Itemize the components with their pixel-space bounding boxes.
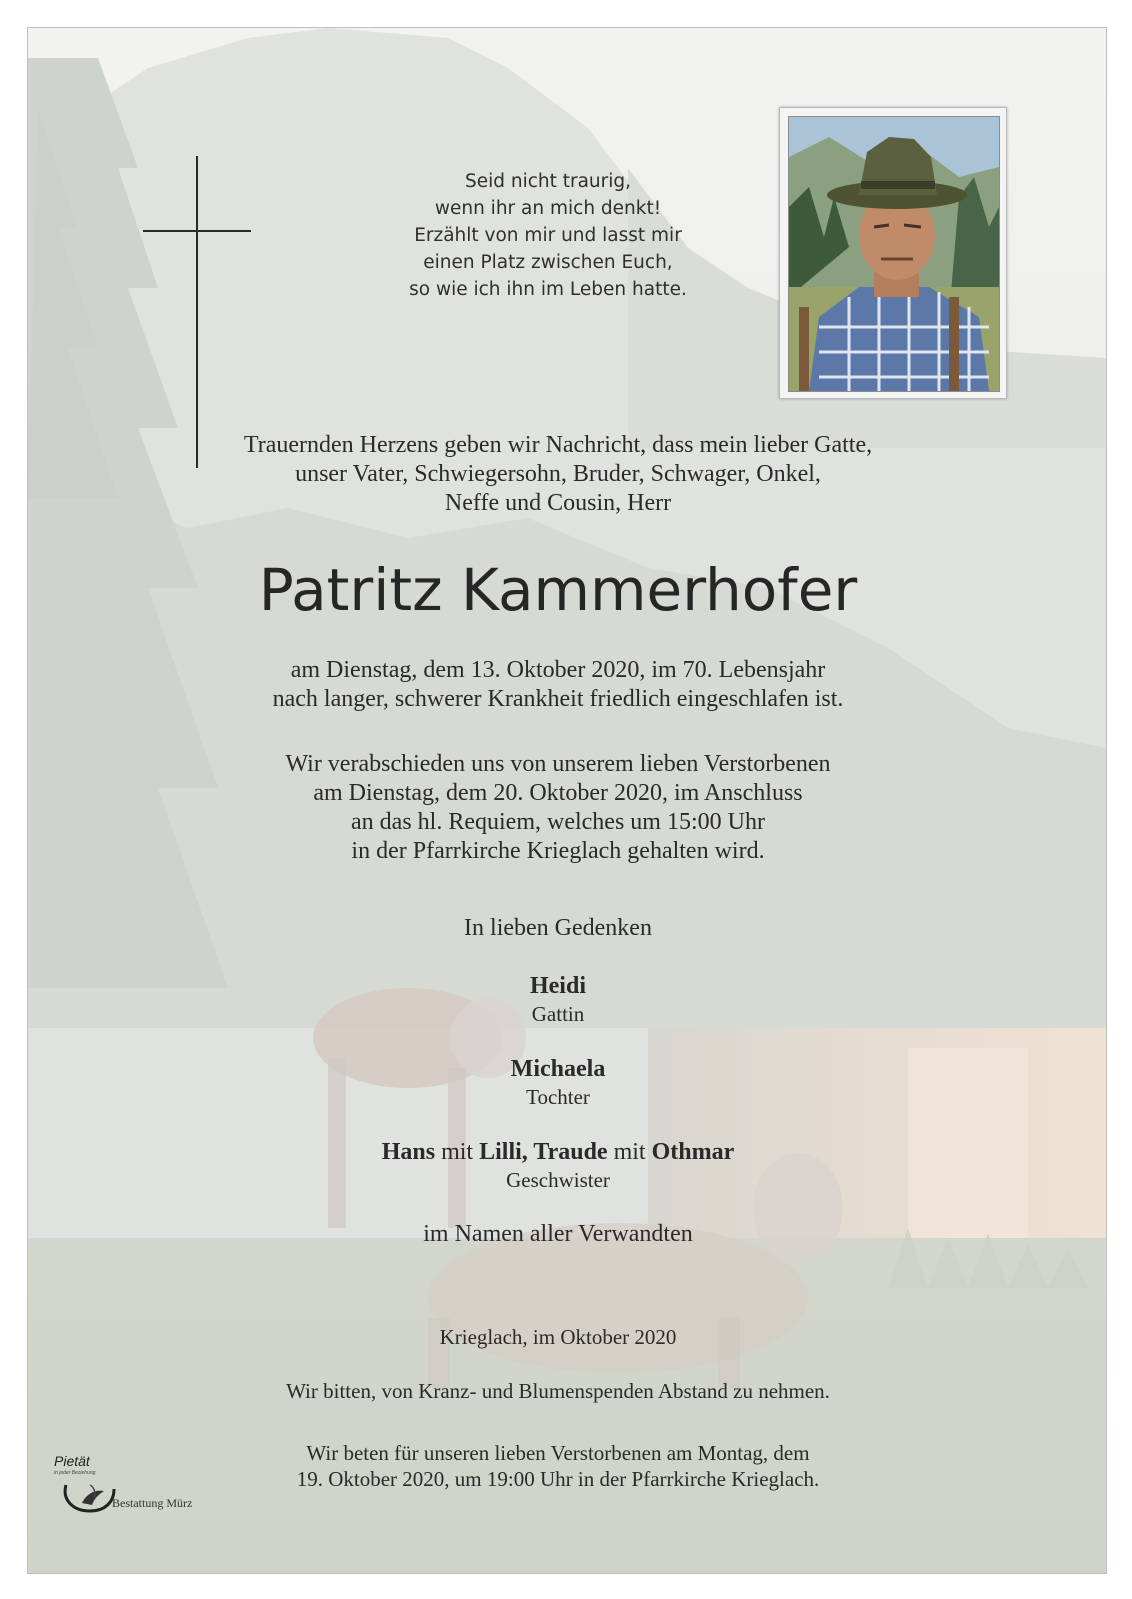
deceased-name: Patritz Kammerhofer bbox=[258, 556, 858, 624]
death-notice-line: nach langer, schwerer Krankheit friedlich eingeschlafen ist. bbox=[272, 686, 844, 712]
funeral-line: am Dienstag, dem 20. Oktober 2020, im Anschluss bbox=[313, 780, 803, 806]
logo-tagline: in jeder Beziehung bbox=[54, 1470, 96, 1476]
memory-heading bbox=[158, 914, 958, 943]
mourner-relation: Tochter bbox=[526, 1085, 590, 1109]
funeral-line: in der Pfarrkirche Krieglach gehalten wird. bbox=[351, 838, 765, 864]
sibling-name: Lilli, Traude bbox=[479, 1139, 608, 1165]
death-notice bbox=[158, 656, 958, 714]
quote-line: so wie ich ihn im Leben hatte. bbox=[409, 279, 687, 300]
funeral-home-logo bbox=[54, 1453, 224, 1523]
intro-line: unser Vater, Schwiegersohn, Bruder, Schwager, Onkel, bbox=[295, 461, 821, 487]
sibling-connector: mit bbox=[435, 1139, 480, 1165]
place-date bbox=[158, 1324, 958, 1350]
funeral-info bbox=[158, 750, 958, 866]
relatives-line bbox=[158, 1220, 958, 1249]
place-date-text: Krieglach, im Oktober 2020 bbox=[439, 1325, 677, 1349]
siblings-line bbox=[158, 1138, 958, 1167]
flowers-note-text: Wir bitten, von Kranz- und Blumenspenden Abstand zu nehmen. bbox=[286, 1379, 830, 1403]
quote-line: einen Platz zwischen Euch, bbox=[423, 252, 673, 273]
mourner-name: Heidi bbox=[529, 973, 586, 999]
memory-heading-text: In lieben Gedenken bbox=[464, 915, 652, 941]
relatives-line-text: im Namen aller Verwandten bbox=[423, 1221, 693, 1247]
intro-line: Trauernden Herzens geben wir Nachricht, dass mein lieber Gatte, bbox=[243, 432, 873, 458]
death-notice-line: am Dienstag, dem 13. Oktober 2020, im 70. Lebensjahr bbox=[290, 657, 826, 683]
cross-vertical bbox=[196, 156, 198, 468]
sibling-name: Hans bbox=[381, 1139, 436, 1165]
prayer-line: Wir beten für unseren lieben Verstorbenen am Montag, dem bbox=[306, 1441, 810, 1465]
sibling-connector: mit bbox=[607, 1139, 652, 1165]
mourner-siblings bbox=[158, 1138, 958, 1193]
cross-horizontal bbox=[143, 230, 251, 232]
quote-line: Erzählt von mir und lasst mir bbox=[414, 225, 682, 246]
flowers-note bbox=[158, 1378, 958, 1404]
portrait-frame bbox=[779, 107, 1007, 399]
logo-brand: Pietät bbox=[54, 1453, 90, 1469]
prayer-line: 19. Oktober 2020, um 19:00 Uhr in der Pfarrkirche Krieglach. bbox=[296, 1467, 820, 1491]
quote-line: Seid nicht traurig, bbox=[464, 171, 632, 192]
mourner-heidi bbox=[158, 972, 958, 1027]
quote-line: wenn ihr an mich denkt! bbox=[434, 198, 662, 219]
funeral-line: Wir verabschieden uns von unserem lieben Verstorbenen bbox=[285, 751, 831, 777]
mourner-michaela bbox=[158, 1055, 958, 1110]
portrait-photo bbox=[788, 116, 1000, 392]
intro-line: Neffe und Cousin, Herr bbox=[444, 490, 672, 516]
funeral-line: an das hl. Requiem, welches um 15:00 Uhr bbox=[351, 809, 765, 835]
sibling-name: Othmar bbox=[651, 1139, 735, 1165]
prayer-info bbox=[158, 1440, 958, 1492]
mourner-relation: Geschwister bbox=[506, 1168, 610, 1192]
obituary-card bbox=[27, 27, 1107, 1574]
logo-company: Bestattung Mürz bbox=[112, 1496, 193, 1510]
mourner-name: Michaela bbox=[510, 1056, 606, 1082]
memorial-quote bbox=[348, 168, 748, 303]
mourner-relation: Gattin bbox=[531, 1002, 585, 1026]
logo-emblem-icon bbox=[60, 1475, 118, 1515]
intro-text bbox=[158, 431, 958, 518]
